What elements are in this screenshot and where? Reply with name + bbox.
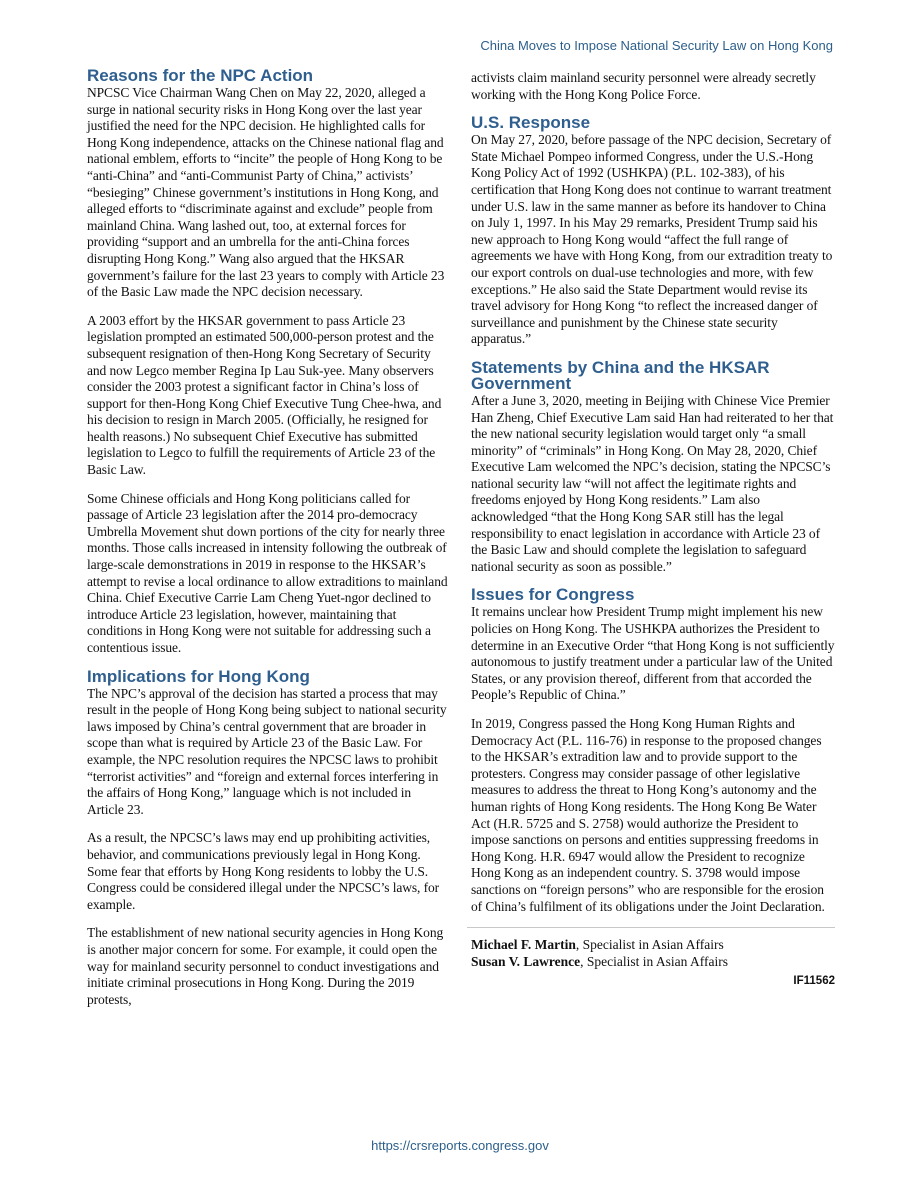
section-heading: Reasons for the NPC Action xyxy=(87,66,314,85)
footer-url-link[interactable]: https://crsreports.congress.gov xyxy=(371,1138,549,1153)
report-id: IF11562 xyxy=(793,975,835,988)
author-role: , Specialist in Asian Affairs xyxy=(580,954,729,970)
body-paragraph-continued: activists claim mainland security personnel were already secretly working with the Hong Kong Police Force. xyxy=(471,70,816,102)
section-heading: Implications for Hong Kong xyxy=(87,666,310,686)
right-column xyxy=(471,70,835,987)
section-heading: Issues for Congress xyxy=(471,585,635,605)
left-column xyxy=(87,68,450,1020)
body-paragraph: After a June 3, 2020, meeting in Beijing with Chinese Vice Premier Han Zheng, Chief Executive Lam said Han had reiterated to her that the new national security legislation would target only “a small minority” of “criminals” in Hong Kong. On May 28, 2020, Chief Executive Lam welcomed the NPC’s decision, stating the NPCSC’s national security law “will not affect the legitimate rights and freedoms enjoyed by Hong Kong residents.” Lam also acknowledged “that the Hong Kong SAR still has the legal responsibility to enact legislation in accordance with Article 23 of the Basic Law and should complete the legislation to safeguard national security as soon as possible.” xyxy=(471,392,834,574)
body-paragraph: In 2019, Congress passed the Hong Kong Human Rights and Democracy Act (P.L. 116-76) in response to the proposed changes to the HKSAR’s extradition law and to provide support to the protesters. Congress may consider passage of other legislative measures to address the threat to Hong Kong’s autonomy and the human rights of Hong Kong residents. The Hong Kong Be Water Act (H.R. 5725 and S. 2758) would authorize the President to impose sanctions on persons and entities suppressing freedoms in Hong Kong. H.R. 6947 would allow the President to recognize Hong Kong as an independent country. S. 3798 would impose sanctions on “foreign persons” who are responsible for the erosion of China’s fulfilment of its obligations under the Joint Declaration. xyxy=(471,716,825,914)
body-paragraph: It remains unclear how President Trump might implement his new policies on Hong Kong. The USHKPA authorizes the President to determine in an Executive Order “that Hong Kong is not sufficiently autonomous to justify treatment under a particular law of the United States, or any provision thereof, different from that accorded the People’s Republic of China.” xyxy=(471,604,835,703)
author-name: Susan V. Lawrence xyxy=(471,954,581,970)
body-paragraph: NPCSC Vice Chairman Wang Chen on May 22, 2020, alleged a surge in national security risks in Hong Kong over the last year justified the need for the NPC decision. He highlighted calls for Hong Kong independence, attacks on the Chinese national flag and national emblem, efforts to “incite” the people of Hong Kong to be “anti-China” and “anti-Communist Party of China,” activists’ “besieging” Chinese government’s institutions in Hong Kong, and alleged efforts to “discriminate against and exclude” people from mainland China. Wang lashed out, too, at external forces for providing “support and an umbrella for the anti-China forces disrupting Hong Kong.” Wang also argued that the HKSAR government’s failure for the last 23 years to comply with Article 23 of the Basic Law made the NPC decision necessary. xyxy=(87,85,445,300)
section-heading: Statements by China and the HKSAR Government xyxy=(471,357,770,393)
author-line xyxy=(471,936,835,953)
body-paragraph: A 2003 effort by the HKSAR government to pass Article 23 legislation prompted an estimated 500,000-person protest and the subsequent resignation of then-Hong Kong Secretary of Security and now Legco member Regina Ip Lau Suk-yee. Many observers consider the 2003 protest a significant factor in China’s loss of support for then-Hong Kong Chief Executive Tung Chee-hwa, and his decision to resign in March 2005. (Officially, he resigned for health reasons.) No subsequent Chief Executive has submitted legislation to Legco to fulfill the requirements of Article 23 of the Basic Law. xyxy=(87,312,442,478)
body-paragraph: The NPC’s approval of the decision has started a process that may result in the people of Hong Kong being subject to national security laws imposed by China’s central government that are broader in scope than what is required by Article 23 of the Basic Law. For example, the NPC resolution requires the NPCSC laws to prohibit “terrorist activities” and “foreign and external forces interfering in the affairs of Hong Kong,” language which is not included in Article 23. xyxy=(87,685,447,817)
body-paragraph: On May 27, 2020, before passage of the NPC decision, Secretary of State Michael Pompeo informed Congress, under the U.S.-Hong Kong Policy Act of 1992 (USHKPA) (P.L. 102-383), of his certification that Hong Kong does not continue to warrant treatment under U.S. law in the same manner as before its handover to China on July 1, 1997. In his May 29 remarks, President Trump said his new approach to Hong Kong would “affect the full range of agreements we have with Hong Kong, from our extradition treaty to our export controls on dual-use technologies and more, with few exceptions.” He also said the State Department would revise its travel advisory for Hong Kong “to reflect the increased danger of surveillance and punishment by the Chinese state security apparatus.” xyxy=(471,132,833,347)
running-header-title: China Moves to Impose National Security Law on Hong Kong xyxy=(480,38,833,53)
author-role: , Specialist in Asian Affairs xyxy=(575,937,724,953)
body-paragraph: Some Chinese officials and Hong Kong politicians called for passage of Article 23 legislation after the 2014 pro-democracy Umbrella Movement shut down portions of the city for nearly three months. Those calls increased in intensity following the outbreak of large-scale demonstrations in 2019 in response to the HKSAR’s attempt to revise a local ordinance to allow extraditions to mainland China. Chief Executive Carrie Lam Cheng Yuet-ngor declined to introduce Article 23 legislation, however, maintaining that conditions in Hong Kong were not suitable for addressing such a contentious issue. xyxy=(87,490,448,655)
section-heading: U.S. Response xyxy=(471,113,591,133)
body-paragraph: As a result, the NPCSC’s laws may end up prohibiting activities, behavior, and communications previously legal in Hong Kong. Some fear that efforts by Hong Kong residents to lobby the U.S. Congress could be considered illegal under the NPCSC’s laws, for example. xyxy=(87,830,440,912)
author-line xyxy=(471,953,835,970)
author-name: Michael F. Martin xyxy=(471,937,576,953)
body-paragraph: The establishment of new national security agencies in Hong Kong is another major concern for some. For example, it could open the way for mainland security personnel to conduct investigations and initiate criminal prosecutions in Hong Kong. During the 2019 protests, xyxy=(87,925,444,1007)
divider xyxy=(467,927,835,928)
